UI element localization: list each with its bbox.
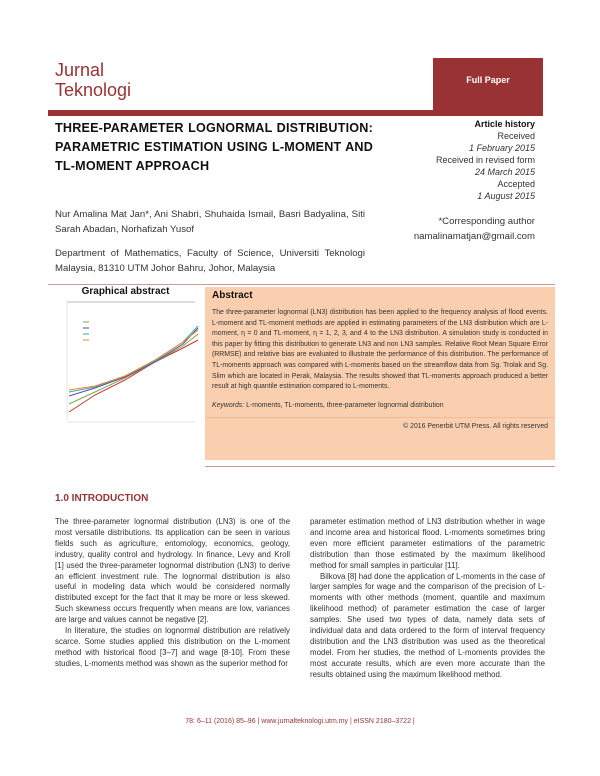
authors: Nur Amalina Mat Jan*, Ani Shabri, Shuhaida Ismail, Basri Badyalina, Siti Sarah Abadan, Norhafizah Yusof (55, 209, 365, 235)
body-column-right (310, 517, 545, 681)
paragraph: In literature, the studies on lognormal distribution are relatively scarce. Some studies applied this distribution on the L-moment method with historical flood [3–7] and wage [8-10]. From these studies, L-moments method was shown as the superior method for (55, 626, 290, 668)
received-date: 1 February 2015 (468, 143, 535, 153)
page-footer: 78: 6–11 (2016) 85–96 | www.jurnalteknologi.utm.my | eISSN 2180–3722 | (185, 718, 415, 725)
paper-title: THREE-PARAMETER LOGNORMAL DISTRIBUTION: PARAMETRIC ESTIMATION USING L-MOMENT AND TL-MOMENT APPROACH (55, 121, 373, 173)
copyright: © 2016 Penerbit UTM Press. All rights reserved (403, 422, 548, 430)
chart-legend (83, 322, 89, 340)
series-line (69, 340, 198, 412)
accepted-label: Accepted (497, 179, 535, 189)
full-paper-badge: Full Paper (433, 58, 543, 110)
revised-date: 24 March 2015 (474, 167, 535, 177)
journal-line2: Teknologi (55, 80, 132, 100)
journal-line1: Jurnal (55, 60, 105, 80)
corresponding-author (380, 214, 535, 244)
journal-name (55, 60, 131, 100)
header-divider (48, 110, 543, 116)
series-line (69, 328, 198, 396)
accepted-date: 1 August 2015 (477, 191, 535, 201)
revised-label: Received in revised form (435, 155, 535, 165)
graphical-abstract-chart (55, 300, 205, 440)
body-column-left (55, 517, 290, 670)
paragraph: Bilkova [8] had done the application of L-moments in the case of larger samples for wage and the comparison of the precision of L-moments with other methods (moment, quantile and maximum likelihood method) of parameter estimation the case of larger samples. She used two types of data, namely data sets of individual data and data ordered to the form of interval frequency distribution and the LN3 distribution was used as the theoretical model. From her studies, the method of L-moments provides the most accurate results, which are even more accurate than the results obtained using the maximum likelihood method. (310, 571, 545, 679)
divider (205, 466, 555, 467)
divider (48, 284, 555, 285)
abstract-separator (205, 417, 555, 418)
abstract-text: The three-parameter lognormal (LN3) distribution has been applied to the frequency analysis of flood events. L-moment and TL-moment methods are applied in estimating parameters of the LN3 distribution which are L-moment, η = 0 and TL-moment, η = 1, 2, 3, and 4 to the LN3 distribution. A simulation study is conducted in this paper by fitting this distribution to generate LN3 and non LN3 samples. Relative Root Mean Square Error (RRMSE) and relative bias are evaluated to illustrate the performance of this distribution. The performance of TL-moments approach was compared with L-moments based on the streamflow data from Sg. Trolak and Sg. Slim which are located in Perak, Malaysia. The results showed that TL-moments approach produced a better result at high quantile estimation compared to L-moments. (212, 309, 548, 391)
received-label: Received (497, 131, 535, 141)
keywords-text: L-moments, TL-moments, three-parameter lognormal distribution (244, 401, 444, 409)
history-heading: Article history (474, 119, 535, 129)
paragraph: The three-parameter lognormal distribution (LN3) is one of the most versatile distributions. Its application can be seen in various fields such as agriculture, entomology, economics, geology, industry, quality control and hydrology. In finance, Levy and Kroll [1] used the three-parameter lognormal distribution (LN3) to derive an efficient investment rule. The lognormal distribution is also useful in modeling data which would be considered normally distributed except for the fact that it may be more or less skewed. Such skewness occurs frequently when means are low, variances are large and values cannot be negative [2]. (55, 517, 290, 625)
series-line (69, 330, 198, 390)
series-line (69, 326, 198, 392)
corresponding-email[interactable]: namalinamatjan@gmail.com (413, 231, 535, 242)
corresponding-label: *Corresponding author (438, 216, 535, 227)
keywords-label: Keywords: (212, 401, 245, 409)
keywords (212, 401, 548, 411)
paragraph: parameter estimation method of LN3 distribution whether in wage and income area and historical flood. L-moments sometimes bring even more efficient parameter estimations of the parametric distribution than those estimated by the maximum likelihood method for small samples in particular [11]. (310, 517, 545, 570)
affiliation: Department of Mathematics, Faculty of Science, Universiti Teknologi Malaysia, 81310 UTM Johor Bahru, Johor, Malaysia (55, 248, 365, 274)
graphical-abstract-title: Graphical abstract (81, 286, 170, 297)
section-heading: 1.0 INTRODUCTION (55, 493, 149, 504)
article-history (385, 118, 535, 202)
abstract-box (205, 287, 555, 460)
abstract-heading: Abstract (212, 290, 253, 301)
